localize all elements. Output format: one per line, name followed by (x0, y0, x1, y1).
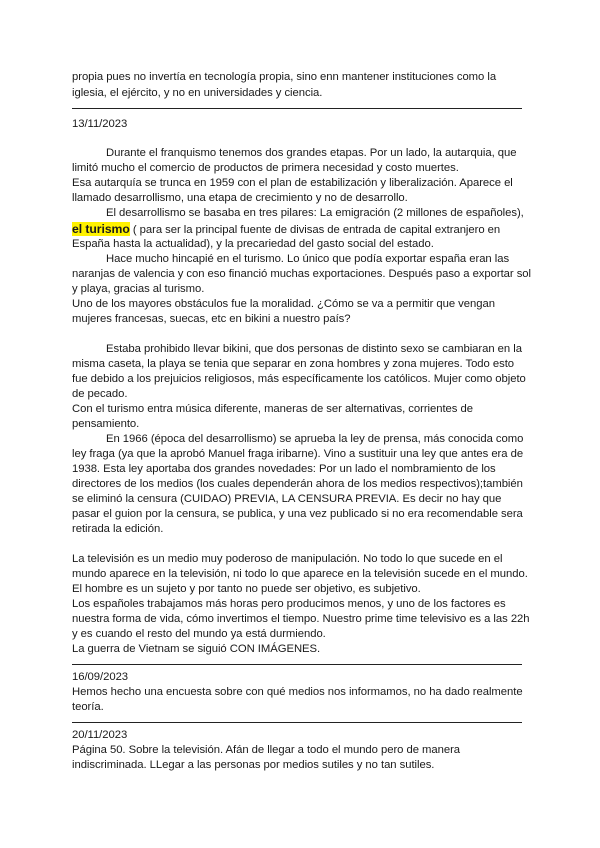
section-date: 16/09/2023 (72, 671, 129, 683)
text-line: teoría. (72, 701, 104, 713)
text-line: mundo aparece en la televisión, ni todo lo que aparece en la televisión sucede en el mundo. (72, 568, 528, 580)
text-line: El desarrollismo se basaba en tres pilares: La emigración (2 millones de españoles), (106, 207, 524, 219)
section-divider (72, 664, 522, 665)
text-line: directores de los medios (los cuales dependerán ahora de los medios respectivos);también (72, 478, 523, 490)
text-line: Esa autarquía se trunca en 1959 con el plan de estabilización y liberalización. Aparece el (72, 177, 513, 189)
section-divider (72, 722, 522, 723)
section-date: 13/11/2023 (72, 118, 128, 130)
text-line: retirada la edición. (72, 523, 164, 535)
text-line: indiscriminada. LLegar a las personas por medios sutiles y no tan sutiles. (72, 759, 435, 771)
text-line: misma caseta, la playa se tenia que separar en zona hombres y zona mujeres. Todo esto (72, 358, 515, 370)
text-line: Estaba prohibido llevar bikini, que dos personas de distinto sexo se cambiaran en la (106, 343, 522, 355)
highlighted-term: el turismo (72, 222, 130, 236)
text-line: La guerra de Vietnam se siguió CON IMÁGENES. (72, 643, 321, 655)
text-line: naranjas de valencia y con eso financió muchas exportaciones. Después paso a exportar sol (72, 268, 531, 280)
text-line: El hombre es un sujeto y por tanto no puede ser objetivo, es subjetivo. (72, 583, 421, 595)
text-line: fue debido a los prejuicios religiosos, más específicamente los católicos. Mujer como objeto (72, 373, 526, 385)
text-line: llamado desarrollismo, una etapa de crecimiento y no de desarrollo. (72, 192, 408, 204)
text-line: limitó mucho el comercio de productos de primera necesidad y costo muertes. (72, 162, 459, 174)
text-line: y es cuando el resto del mundo ya está durmiendo. (72, 628, 326, 640)
text-line: Los españoles trabajamos más horas pero producimos menos, y uno de los factores es (72, 598, 506, 610)
text-line: y playa, gracias al turismo. (72, 283, 205, 295)
section-divider (72, 108, 522, 109)
text-line-highlighted (72, 222, 532, 237)
section-date: 20/11/2023 (72, 729, 128, 741)
text-line-rest: ( para ser la principal fuente de divisas de entrada de capital extranjero en (129, 224, 501, 236)
text-line: Uno de los mayores obstáculos fue la moralidad. ¿Cómo se va a permitir que vengan (72, 298, 495, 310)
text-line: La televisión es un medio muy poderoso de manipulación. No todo lo que sucede en el (72, 553, 503, 565)
text-line: Con el turismo entra música diferente, maneras de ser alternativas, corrientes de (72, 403, 473, 415)
text-line: iglesia, el ejército, y no en universidades y ciencia. (72, 87, 323, 99)
text-line: ley fraga (ya que la aprobó Manuel fraga iribarne). Vino a sustituir una ley que antes era de (72, 448, 524, 460)
text-line: propia pues no invertía en tecnología propia, sino enn mantener instituciones como la (72, 71, 497, 83)
text-line: de pecado. (72, 388, 128, 400)
text-line: se eliminó la censura (CUIDAO) PREVIA, LA CENSURA PREVIA. Es decir no hay que (72, 493, 502, 505)
text-line: 1938. Esta ley aportaba dos grandes novedades: Por un lado el nombramiento de los (72, 463, 496, 475)
text-line: pasar el guion por la censura, se publica, y una vez publicado si no era recomendable sera (72, 508, 523, 520)
text-line: España hasta la actualidad), y la precariedad del gasto social del estado. (72, 238, 434, 250)
text-line: pensamiento. (72, 418, 140, 430)
text-line: Hace mucho hincapié en el turismo. Lo único que podía exportar españa eran las (106, 253, 510, 265)
text-line: nuestra forma de vida, cómo invertimos el tiempo. Nuestro prime time televisivo es a las 22h (72, 613, 530, 625)
text-line: Hemos hecho una encuesta sobre con qué medios nos informamos, no ha dado realmente (72, 686, 523, 698)
text-line: En 1966 (época del desarrollismo) se aprueba la ley de prensa, más conocida como (106, 433, 524, 445)
text-line: Durante el franquismo tenemos dos grandes etapas. Por un lado, la autarquia, que (106, 147, 517, 159)
text-line: Página 50. Sobre la televisión. Afán de llegar a todo el mundo pero de manera (72, 744, 461, 756)
text-line: mujeres francesas, suecas, etc en bikini a nuestro país? (72, 313, 351, 325)
